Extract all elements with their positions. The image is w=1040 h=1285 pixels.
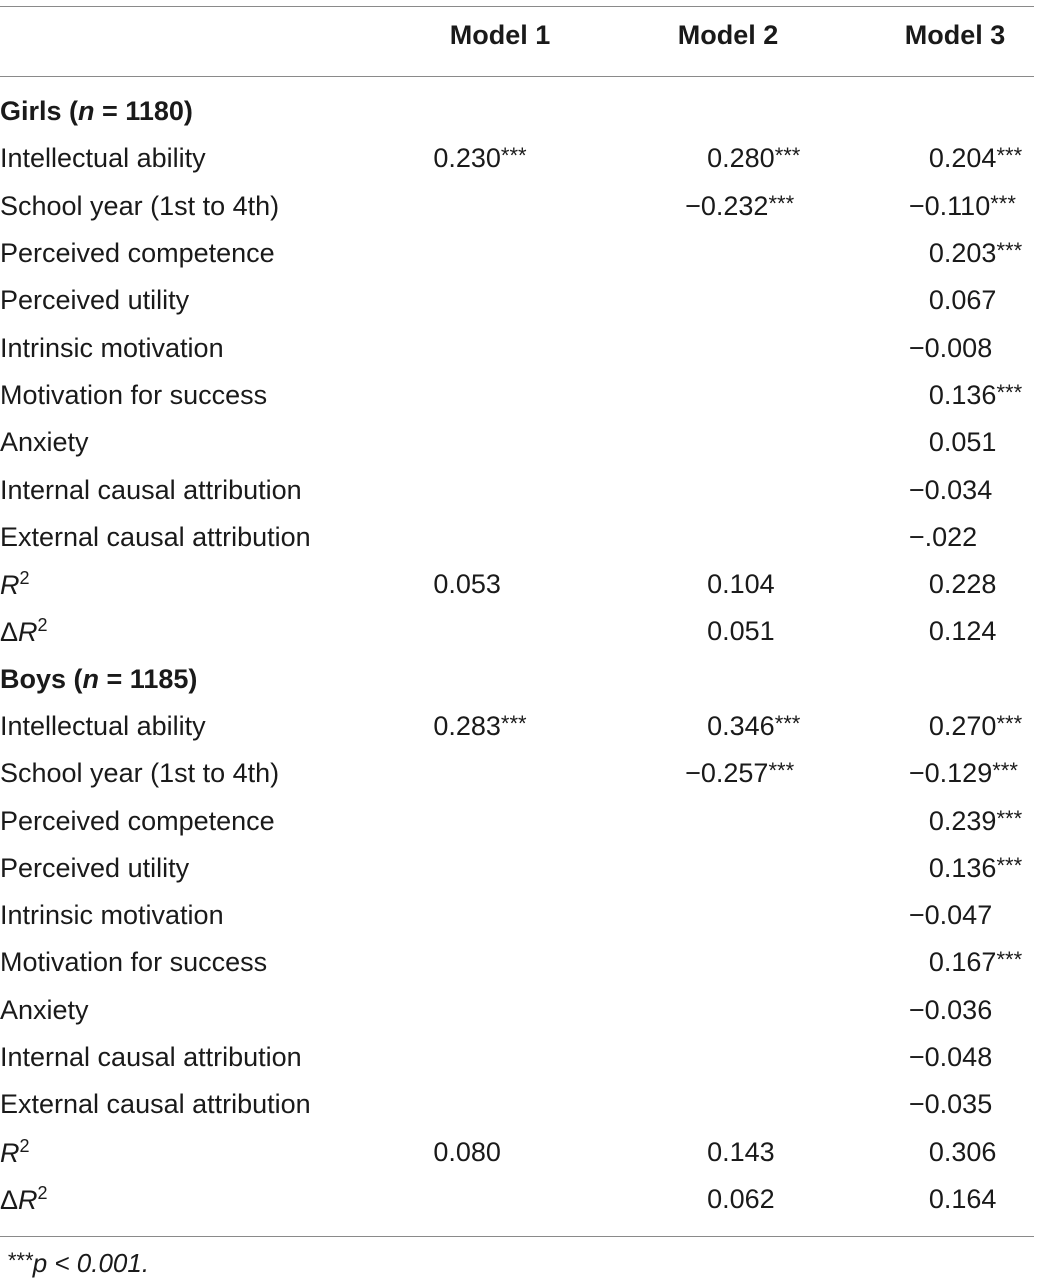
cell-m2 (663, 419, 893, 466)
row-label: Anxiety (0, 427, 89, 458)
cell-m2 (663, 372, 893, 419)
coefficient: 0.124 (928, 616, 997, 647)
value-m2 (663, 616, 775, 647)
table-row (0, 324, 1034, 371)
value-m2 (663, 1137, 775, 1168)
value-m3 (893, 616, 997, 647)
table-row (0, 797, 1034, 844)
coefficient: 0.051 (928, 427, 997, 458)
cell-m3 (893, 987, 1034, 1034)
coefficient: −0.232 (685, 190, 769, 221)
coefficient: 0.136 (928, 379, 997, 410)
cell-m3 (893, 1081, 1034, 1128)
cell-m3 (893, 750, 1034, 797)
cell-m1 (433, 1176, 663, 1223)
cell-m1 (433, 1034, 663, 1081)
coefficient: 0.280 (707, 143, 775, 174)
r-exponent: 2 (37, 1182, 48, 1203)
value-m3 (893, 238, 1022, 269)
coefficient: 0.230 (433, 143, 501, 174)
significance-stars: *** (768, 190, 795, 216)
cell-m1 (433, 750, 663, 797)
coefficient: 0.306 (928, 1136, 997, 1167)
group-header-row (0, 88, 1034, 135)
significance-stars: *** (774, 143, 801, 169)
top-rule (0, 6, 1034, 7)
cell-m1 (433, 561, 663, 608)
cell-m1 (433, 466, 663, 513)
group-title (0, 656, 1034, 703)
significance-stars: *** (500, 143, 527, 169)
cell-m2 (663, 514, 893, 561)
value-m3 (893, 475, 992, 506)
row-label: Internal causal attribution (0, 474, 302, 505)
row-label: External causal attribution (0, 1089, 311, 1120)
cell-m2 (663, 797, 893, 844)
cell-m2 (663, 608, 893, 655)
significance-stars: *** (996, 805, 1023, 831)
coefficient: 0.080 (433, 1136, 501, 1167)
row-label: Motivation for success (0, 379, 268, 410)
table-row (0, 135, 1034, 182)
cell-m2 (663, 892, 893, 939)
cell-m1 (433, 1129, 663, 1176)
significance-stars: *** (996, 852, 1023, 878)
value-m2 (663, 569, 775, 600)
row-label: Perceived competence (0, 238, 275, 269)
value-m3 (893, 806, 1022, 837)
cell-m1 (433, 797, 663, 844)
r-squared-row (0, 1129, 1034, 1176)
value-m3 (893, 143, 1022, 174)
cell-m3 (893, 419, 1034, 466)
value-m3 (893, 427, 997, 458)
table-row (0, 466, 1034, 513)
coefficient: 0.346 (707, 711, 775, 741)
group-title-prefix: Girls ( (0, 96, 79, 127)
cell-m1 (433, 230, 663, 277)
cell-m3 (893, 1176, 1034, 1223)
row-label: Perceived utility (0, 852, 190, 883)
r-letter: R (0, 570, 20, 601)
footnote-text: p < 0.001. (32, 1248, 150, 1278)
value-m3 (893, 947, 1022, 978)
cell-m2 (663, 1034, 893, 1081)
header-model-2: Model 2 (677, 20, 779, 50)
cell-m1 (433, 372, 663, 419)
footnote-stars: *** (7, 1248, 33, 1273)
cell-m3 (893, 608, 1034, 655)
cell-m2 (663, 750, 893, 797)
cell-m1 (433, 703, 663, 750)
value-m3 (893, 758, 1018, 789)
significance-stars: *** (990, 190, 1016, 216)
delta-r-squared-row (0, 1176, 1034, 1223)
r-letter: R (18, 617, 38, 648)
value-m3 (893, 1137, 997, 1168)
bottom-rule (0, 1236, 1034, 1237)
significance-stars: *** (996, 143, 1023, 169)
cell-m3 (893, 183, 1034, 230)
cell-m2 (663, 1129, 893, 1176)
row-label: Motivation for success (0, 947, 268, 978)
value-m2 (663, 1184, 775, 1215)
cell-m1 (433, 324, 663, 371)
table-header (0, 20, 1040, 64)
value-m2 (663, 711, 800, 742)
value-m3 (893, 1042, 992, 1073)
cell-m1 (433, 987, 663, 1034)
footnote (7, 1248, 149, 1279)
cell-m3 (893, 514, 1034, 561)
table-row (0, 845, 1034, 892)
table-row (0, 939, 1034, 986)
cell-m2 (663, 1081, 893, 1128)
table-row (0, 277, 1034, 324)
coefficient: −0.036 (908, 994, 993, 1025)
header-model-3: Model 3 (904, 20, 1006, 50)
r-exponent: 2 (19, 568, 30, 589)
row-label: Intrinsic motivation (0, 332, 224, 363)
cell-m2 (663, 230, 893, 277)
row-label: Perceived competence (0, 805, 275, 836)
cell-m1 (433, 1081, 663, 1128)
coefficient: −0.048 (908, 1042, 993, 1073)
cell-m1 (433, 608, 663, 655)
table-row (0, 230, 1034, 277)
cell-m1 (433, 135, 663, 182)
coefficient: 0.239 (928, 805, 997, 836)
cell-m3 (893, 845, 1034, 892)
value-m2 (663, 143, 800, 174)
value-m3 (893, 1089, 992, 1120)
cell-m1 (433, 845, 663, 892)
coefficient: 0.164 (928, 1183, 997, 1214)
cell-m3 (893, 277, 1034, 324)
cell-m2 (663, 324, 893, 371)
cell-m2 (663, 703, 893, 750)
cell-m3 (893, 703, 1034, 750)
value-m3 (893, 380, 1022, 411)
coefficient: 0.167 (928, 947, 997, 978)
value-m1 (433, 143, 526, 174)
cell-m2 (663, 939, 893, 986)
delta-r-squared-label (0, 1176, 433, 1223)
coefficient: 0.067 (928, 285, 997, 316)
value-m3 (893, 569, 997, 600)
coefficient: 0.136 (928, 852, 997, 883)
header-rule (0, 76, 1034, 77)
cell-m3 (893, 939, 1034, 986)
cell-m1 (433, 892, 663, 939)
cell-m3 (893, 135, 1034, 182)
table-body (0, 88, 1034, 1223)
row-label: Internal causal attribution (0, 1042, 302, 1073)
cell-m3 (893, 1034, 1034, 1081)
significance-stars: *** (992, 758, 1018, 784)
group-title-n: n (78, 96, 95, 127)
cell-m2 (663, 183, 893, 230)
cell-m3 (893, 561, 1034, 608)
delta-symbol: Δ (0, 1184, 19, 1215)
row-label: Intellectual ability (0, 143, 206, 174)
table-row (0, 1081, 1034, 1128)
coefficient: 0.104 (707, 569, 775, 600)
r-letter: R (0, 1137, 20, 1168)
cell-m1 (433, 419, 663, 466)
coefficient: 0.270 (928, 711, 997, 741)
cell-m2 (663, 1176, 893, 1223)
header-model-1: Model 1 (449, 20, 551, 50)
cell-m3 (893, 372, 1034, 419)
cell-m2 (663, 135, 893, 182)
coefficient: −0.110 (908, 190, 991, 221)
value-m2 (663, 191, 794, 222)
coefficient: −0.047 (908, 900, 993, 931)
cell-m2 (663, 277, 893, 324)
table-row (0, 750, 1034, 797)
r-squared-label (0, 1129, 433, 1176)
coefficient: 0.203 (928, 238, 997, 269)
value-m3 (893, 853, 1022, 884)
value-m3 (893, 522, 977, 553)
coefficient: 0.053 (433, 569, 501, 600)
coefficient: 0.051 (707, 616, 775, 647)
delta-r-squared-label (0, 608, 433, 655)
coefficient: −0.008 (908, 332, 993, 363)
row-label: Intrinsic motivation (0, 900, 224, 931)
cell-m1 (433, 183, 663, 230)
r-exponent: 2 (37, 615, 48, 636)
coefficient: 0.204 (928, 143, 997, 174)
row-label: Intellectual ability (0, 711, 206, 741)
significance-stars: *** (996, 947, 1023, 973)
table-row (0, 183, 1034, 230)
table-row (0, 372, 1034, 419)
cell-m2 (663, 561, 893, 608)
value-m3 (893, 900, 992, 931)
cell-m3 (893, 324, 1034, 371)
value-m1 (433, 569, 501, 600)
value-m3 (893, 711, 1022, 742)
value-m3 (893, 191, 1016, 222)
delta-symbol: Δ (0, 617, 19, 648)
coefficient: 0.143 (707, 1136, 775, 1167)
value-m3 (893, 285, 997, 316)
cell-m3 (893, 1129, 1034, 1176)
cell-m3 (893, 466, 1034, 513)
coefficient: 0.283 (433, 711, 501, 741)
coefficient: −.022 (908, 521, 978, 552)
value-m3 (893, 1184, 997, 1215)
coefficient: −0.035 (908, 1089, 993, 1120)
table-row (0, 419, 1034, 466)
table-row (0, 987, 1034, 1034)
group-title-n: n (82, 663, 100, 694)
coefficient: 0.228 (928, 569, 997, 600)
group-title-prefix: Boys ( (0, 663, 83, 694)
significance-stars: *** (768, 758, 795, 784)
table-row (0, 514, 1034, 561)
cell-m1 (433, 277, 663, 324)
coefficient: −0.034 (908, 474, 993, 505)
table-row (0, 703, 1034, 750)
value-m3 (893, 333, 992, 364)
cell-m3 (893, 797, 1034, 844)
cell-m1 (433, 514, 663, 561)
cell-m2 (663, 466, 893, 513)
significance-stars: *** (774, 711, 801, 736)
significance-stars: *** (996, 379, 1023, 405)
value-m2 (663, 758, 794, 789)
significance-stars: *** (996, 238, 1023, 264)
cell-m1 (433, 939, 663, 986)
coefficient: −0.257 (685, 758, 769, 789)
table-row (0, 1034, 1034, 1081)
group-title (0, 88, 1034, 135)
group-title-suffix: = 1185) (99, 663, 198, 694)
r-squared-label (0, 561, 433, 608)
coefficient: −0.129 (908, 758, 993, 789)
row-label: Perceived utility (0, 285, 190, 316)
value-m3 (893, 995, 992, 1026)
cell-m2 (663, 845, 893, 892)
r-exponent: 2 (19, 1135, 30, 1156)
table-row (0, 892, 1034, 939)
r-letter: R (18, 1184, 38, 1215)
value-m1 (433, 1137, 501, 1168)
row-label: School year (1st to 4th) (0, 190, 280, 221)
row-label: External causal attribution (0, 521, 311, 552)
significance-stars: *** (500, 711, 527, 736)
value-m1 (433, 711, 526, 742)
row-label: School year (1st to 4th) (0, 758, 280, 789)
group-header-row (0, 656, 1034, 703)
r-squared-row (0, 561, 1034, 608)
group-title-suffix: = 1180) (94, 96, 193, 127)
coefficient: 0.062 (707, 1183, 775, 1214)
row-label: Anxiety (0, 994, 89, 1025)
cell-m2 (663, 987, 893, 1034)
significance-stars: *** (996, 711, 1023, 736)
cell-m3 (893, 230, 1034, 277)
cell-m3 (893, 892, 1034, 939)
delta-r-squared-row (0, 608, 1034, 655)
